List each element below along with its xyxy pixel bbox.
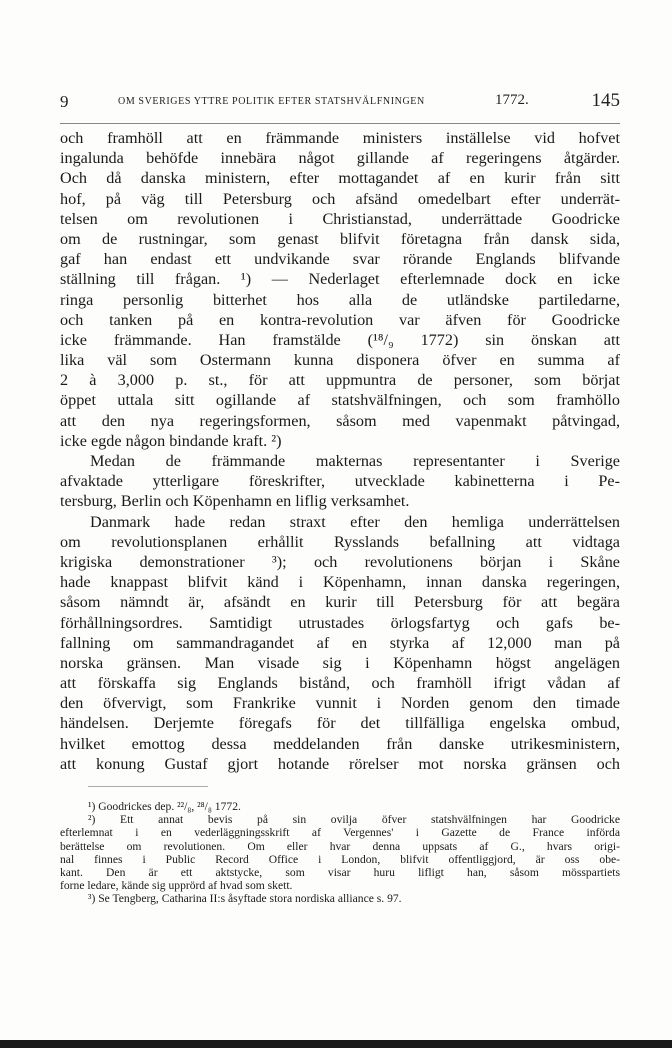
page-header xyxy=(60,92,620,116)
text-line: om revolutionsplanen erhållit Rysslands befallning att vidtaga xyxy=(60,532,620,551)
footnote-line: ¹) Goodrickes dep. ²²/₈, ²⁸/₈ 1772. xyxy=(88,800,241,813)
text-line: och framhöll att en främmande ministers inställelse vid hofvet xyxy=(60,129,620,147)
text-line: gaf han endast ett undvikande svar rörande Englands blifvande xyxy=(60,250,620,269)
scan-edge xyxy=(0,1040,672,1048)
text-line: om de rustningar, som genast blifvit företagna från dansk sida, xyxy=(60,229,620,248)
text-line: ställning till frågan. ¹) — Nederlaget efterlemnade dock en icke xyxy=(60,270,620,289)
text-line: händelsen. Derjemte föregafs för det tillfälliga engelska ombud, xyxy=(60,714,620,733)
text-line: telsen om revolutionen i Christianstad, underrättade Goodricke xyxy=(60,209,620,228)
footnote-line: ²) Ett annat bevis på sin ovilja öfver statshvälfningen har Goodricke xyxy=(88,813,620,827)
footnotes xyxy=(60,800,620,906)
footnote-line: kant. Den är ett aktstycke, som visar huru lifligt han, såsom mösspartiets xyxy=(60,865,620,879)
text-line: tersburg, Berlin och Köpenhamn en liflig verksamhet. xyxy=(60,492,410,511)
text-line: afvaktade ytterligare föreskrifter, utvecklade kabinetterna i Pe- xyxy=(60,472,620,491)
running-title-year: 1772. xyxy=(495,92,529,108)
header-rule xyxy=(60,123,620,124)
text-line: 2 à 3,000 p. st., för att uppmuntra de personer, som börjat xyxy=(60,371,620,390)
text-line: såsom nämndt är, afsändt en kurir till Petersburg för att begära xyxy=(60,593,620,612)
text-line: icke egde någon bindande kraft. ²) xyxy=(60,431,282,450)
text-line: och tanken på en kontra-revolution var äfven för Goodricke xyxy=(60,310,620,329)
text-line: icke främmande. Han framstälde (¹⁸/₉ 1772) sin önskan att xyxy=(60,330,620,349)
text-line: lika väl som Ostermann kunna disponera öfver en summa af xyxy=(60,351,620,370)
footnote-rule xyxy=(88,786,208,787)
text-line: krigiska demonstrationer ³); och revolutionens början i Skåne xyxy=(60,552,620,571)
text-line: norska gränsen. Man visade sig i Köpenhamn högst angelägen xyxy=(60,653,620,672)
text-line: Medan de främmande makternas representanter i Sverige xyxy=(90,452,620,470)
signature-mark: 9 xyxy=(60,92,69,111)
text-line: den öfvervigt, som Frankrike vunnit i Norden genom den timade xyxy=(60,694,620,713)
footnote-line: ³) Se Tengberg, Catharina II:s åsyftade stora nordiska alliance s. 97. xyxy=(88,892,402,906)
text-line: Danmark hade redan straxt efter den hemliga underrättelsen xyxy=(90,512,620,531)
text-line: ingalunda behöfde innebära något gillande af regeringens åtgärder. xyxy=(60,149,620,168)
text-line: hof, på väg till Petersburg och afsänd omedelbart efter underrät- xyxy=(60,189,620,208)
text-line: att den nya regeringsformen, såsom med vapenmakt påtvingad, xyxy=(60,411,620,430)
footnote-line: efterlemnat i en vederläggningsskrift af Vergennes' i Gazette de France införda xyxy=(60,826,620,840)
running-title: OM SVERIGES YTTRE POLITIK EFTER STATSHVÄLFNINGEN xyxy=(118,96,425,107)
text-line: fallning om sammandragandet af en styrka af 12,000 man på xyxy=(60,633,620,652)
text-line: öppet uttala sitt ogillande af statshvälfningen, och som framhöllo xyxy=(60,391,620,410)
text-line: förhållningsordres. Samtidigt utrustades örlogsfartyg och gafs be- xyxy=(60,613,620,632)
footnote-line: forne ledare, kände sig upprörd af hvad som skett. xyxy=(60,879,293,893)
text-line: ringa personlig bitterhet hos alla de utländske partiledarne, xyxy=(60,290,620,309)
text-line: hade knappast blifvit känd i Köpenhamn, innan danska regeringen, xyxy=(60,573,620,592)
text-line: hvilket emottog dessa meddelanden från danske utrikesministern, xyxy=(60,734,620,753)
text-line: att förskaffa sig Englands bistånd, och framhöll ifrigt vådan af xyxy=(60,674,620,693)
page-number: 145 xyxy=(591,90,620,111)
footnote-line: nal finnes i Public Record Office i London, blifvit offentliggjord, är oss obe- xyxy=(60,852,620,866)
text-line: att konung Gustaf gjort hotande rörelser mot norska gränsen och xyxy=(60,754,620,773)
main-text xyxy=(60,128,620,774)
footnote-line: berättelse om revolutionen. Om eller hvar denna uppsats af G., hvars origi- xyxy=(60,839,620,853)
text-line: Och då danska ministern, efter mottagandet af en kurir från sitt xyxy=(60,169,620,188)
